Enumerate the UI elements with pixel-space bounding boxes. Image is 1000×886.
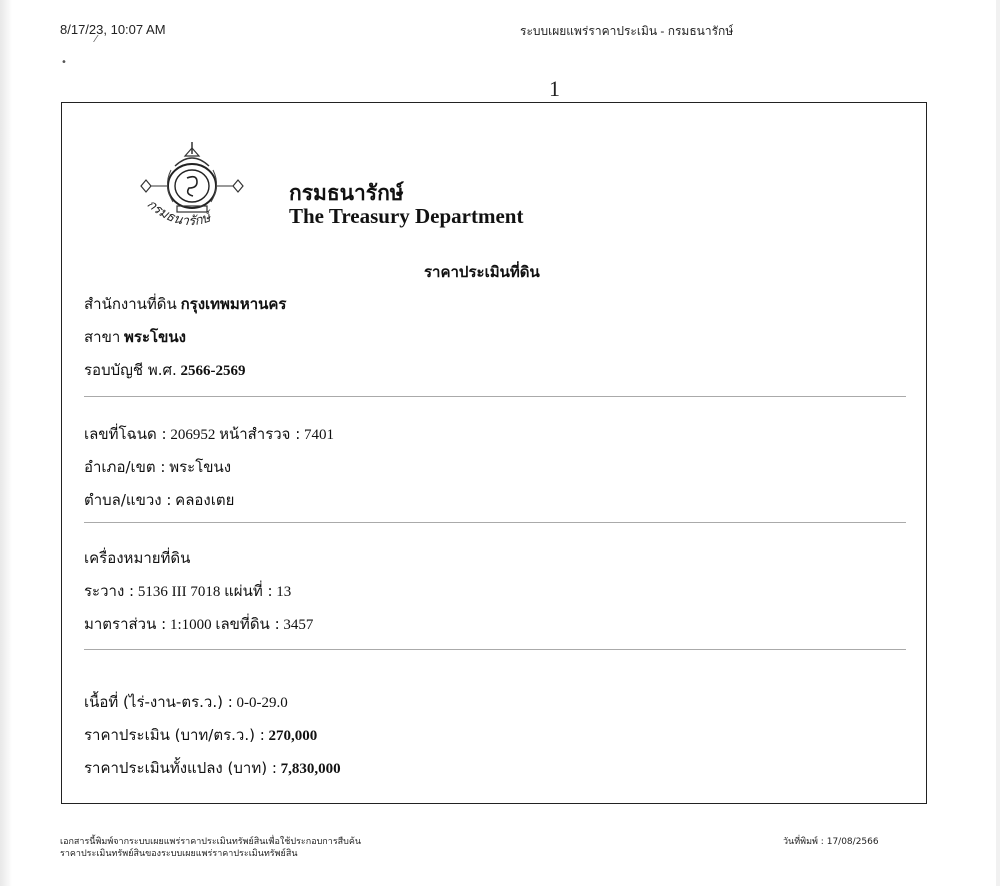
seal-text: กรมธนารักษ์ [143,196,213,230]
plane-value: 5136 III 7018 [137,584,221,600]
district-label: อำเภอ/เขต : [84,458,166,476]
account-period-value: 2566-2569 [180,363,246,379]
site-title: ระบบเผยแพร่ราคาประเมิน - กรมธนารักษ์ [520,24,734,38]
section-divider [84,522,906,523]
area-label: เนื้อที่ (ไร่-งาน-ตร.ว.) : [84,693,233,711]
area-value: 0-0-29.0 [236,695,288,711]
price-per-unit-line [84,723,317,747]
print-datetime: 8/17/23, 10:07 AM [60,22,166,37]
scale-line [84,612,313,636]
sheet-value: 13 [276,584,292,600]
price-per-unit-value: 270,000 [268,728,318,744]
plane-line [84,579,291,603]
footer-print-date [783,836,879,848]
page-left-edge-shadow [0,0,12,886]
treasury-seal-logo [127,134,267,244]
plane-label: ระวาง : [84,582,135,600]
section-divider [84,396,906,397]
print-date-label: วันที่พิมพ์ : [783,837,824,847]
branch-label: สาขา [84,328,121,346]
branch-value: พระโขนง [124,328,186,346]
survey-page-label: หน้าสำรวจ : [219,425,301,443]
page-number: 1 [549,76,560,101]
stray-mark: ⁄ [95,34,97,45]
section-divider [84,649,906,650]
department-name-english: The Treasury Department [289,204,524,228]
scale-label: มาตราส่วน : [84,615,167,633]
document-title: ราคาประเมินที่ดิน [424,263,540,281]
parcel-value: 3457 [283,617,314,633]
district-value: พระโขนง [169,458,232,476]
deed-no-label: เลขที่โฉนด : [84,425,167,443]
parcel-label: เลขที่ดิน : [215,615,280,633]
account-period-line [84,358,246,382]
area-line [84,690,288,714]
total-price-line [84,756,341,780]
land-office-value: กรุงเทพมหานคร [180,295,287,313]
page-right-edge-shadow [996,0,1000,886]
landmark-heading-text: เครื่องหมายที่ดิน [84,549,191,567]
stray-dot: • [61,57,67,68]
department-name-thai: กรมธนารักษ์ [289,181,404,205]
footer-note-line1: เอกสารนี้พิมพ์จากระบบเผยแพร่ราคาประเมินทรัพย์สินเพื่อใช้ประกอบการสืบค้น [60,837,362,847]
footer-note-line2: ราคาประเมินทรัพย์สินของระบบเผยแพร่ราคาประเมินทรัพย์สิน [60,849,298,859]
land-office-line [84,292,286,316]
total-price-label: ราคาประเมินทั้งแปลง (บาท) : [84,759,277,777]
deed-line [84,422,334,446]
footer-note [60,836,361,860]
account-period-label: รอบบัญชี พ.ศ. [84,361,177,379]
branch-line [84,325,186,349]
subdistrict-line [84,488,234,512]
district-line [84,455,231,479]
subdistrict-label: ตำบล/แขวง : [84,491,172,509]
svg-text:กรมธนารักษ์ [144,197,216,229]
subdistrict-value: คลองเตย [175,491,235,509]
total-price-value: 7,830,000 [280,761,341,777]
survey-page-value: 7401 [304,427,335,443]
sheet-label: แผ่นที่ : [224,582,273,600]
land-office-label: สำนักงานที่ดิน [84,295,177,313]
landmark-heading [84,546,190,570]
price-per-unit-label: ราคาประเมิน (บาท/ตร.ว.) : [84,726,265,744]
scale-value: 1:1000 [169,617,212,633]
deed-no-value: 206952 [170,427,216,443]
print-date-value: 17/08/2566 [826,837,879,847]
